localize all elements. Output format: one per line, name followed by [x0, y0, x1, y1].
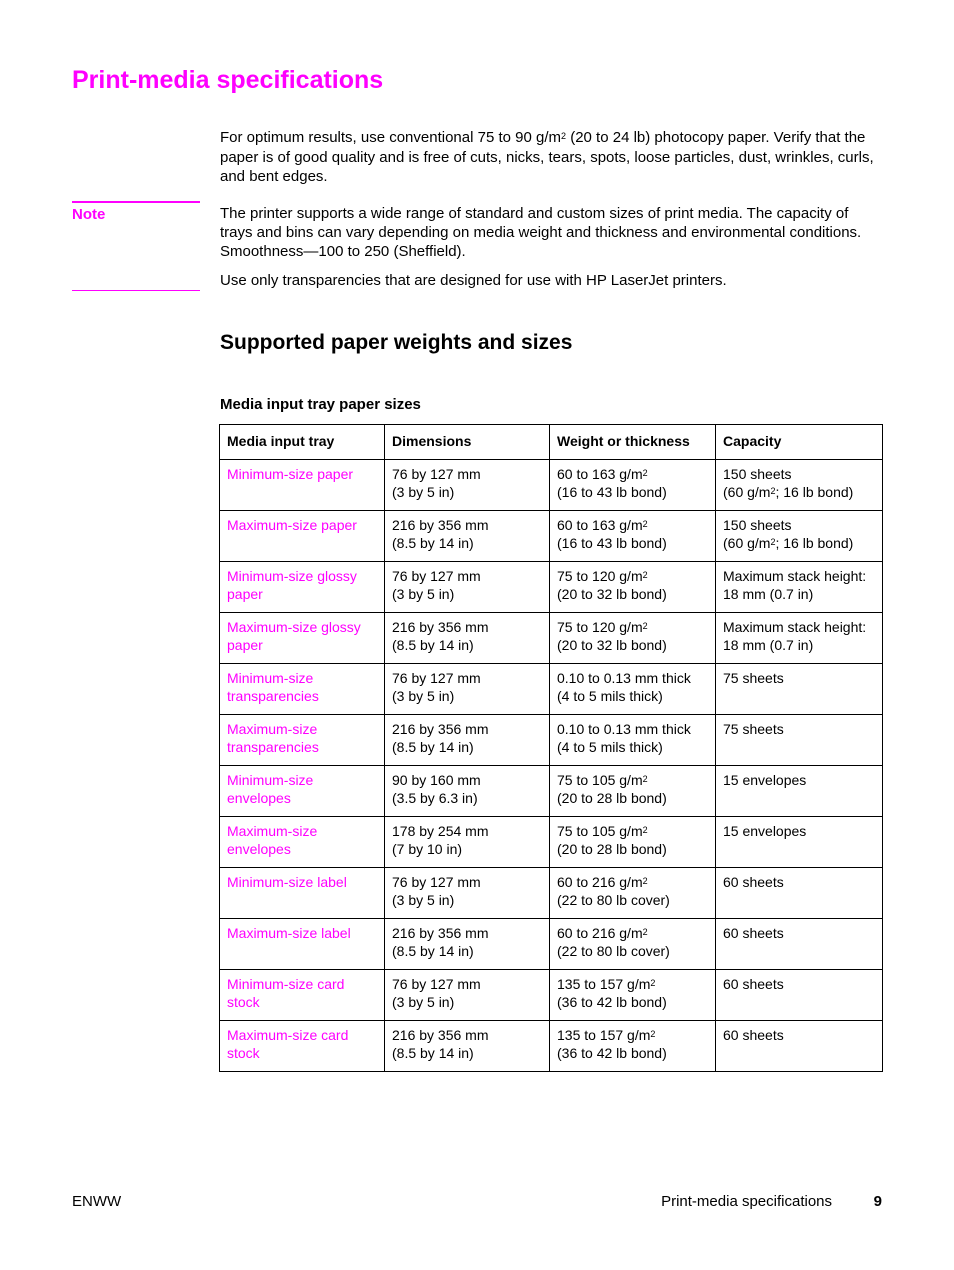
media-size-table: [219, 424, 883, 1072]
dimensions-imperial: (3 by 5 in): [392, 892, 455, 908]
cell-media-tray-link[interactable]: Minimum-size transparencies: [220, 664, 385, 715]
cell-weight: [550, 613, 716, 664]
header-dimensions: Dimensions: [385, 425, 550, 460]
weight-imperial: (20 to 28 lb bond): [557, 790, 667, 806]
weight-metric: 0.10 to 0.13 mm thick: [557, 670, 691, 686]
cell-weight: [550, 766, 716, 817]
dimensions-metric: 178 by 254 mm: [392, 823, 489, 839]
cell-dimensions: [385, 919, 550, 970]
table-row: [220, 460, 883, 511]
dimensions-metric: 76 by 127 mm: [392, 466, 481, 482]
cell-capacity: [716, 511, 883, 562]
dimensions-imperial: (8.5 by 14 in): [392, 739, 474, 755]
dimensions-imperial: (3 by 5 in): [392, 586, 455, 602]
note-paragraph-1: The printer supports a wide range of standard and custom sizes of print media. The capacity of trays and bins can vary depending on media weight and thickness and environmental conditions. Smoothness—100 to 250 (Sheffield).: [220, 205, 862, 260]
intro-superscript: 2: [561, 131, 567, 141]
cell-media-tray-link[interactable]: Minimum-size envelopes: [220, 766, 385, 817]
cell-weight: [550, 919, 716, 970]
capacity-line-2: (60 g/m: [723, 484, 771, 500]
dimensions-metric: 216 by 356 mm: [392, 925, 489, 941]
table-row: [220, 715, 883, 766]
footer-left: ENWW: [72, 1193, 122, 1210]
cell-media-tray-link[interactable]: Maximum-size transparencies: [220, 715, 385, 766]
weight-metric: 75 to 120 g/m: [557, 619, 643, 635]
table-header-row: [220, 425, 883, 460]
cell-capacity: [716, 970, 883, 1021]
weight-imperial: (16 to 43 lb bond): [557, 484, 667, 500]
dimensions-metric: 216 by 356 mm: [392, 1027, 489, 1043]
capacity-line-2: 18 mm (0.7 in): [723, 586, 814, 602]
table-row: [220, 766, 883, 817]
dimensions-metric: 216 by 356 mm: [392, 517, 489, 533]
dimensions-imperial: (8.5 by 14 in): [392, 1045, 474, 1061]
dimensions-metric: 76 by 127 mm: [392, 976, 481, 992]
weight-superscript: 2: [642, 774, 648, 784]
weight-superscript: 2: [650, 1029, 656, 1039]
weight-metric: 135 to 157 g/m: [557, 1027, 651, 1043]
cell-media-tray-link[interactable]: Maximum-size label: [220, 919, 385, 970]
dimensions-imperial: (8.5 by 14 in): [392, 535, 474, 551]
table-row: [220, 613, 883, 664]
table-row: [220, 562, 883, 613]
weight-superscript: 2: [642, 621, 648, 631]
capacity-line-1: Maximum stack height:: [723, 568, 867, 584]
cell-dimensions: [385, 613, 550, 664]
table-row: [220, 919, 883, 970]
capacity-line-1: 75 sheets: [723, 721, 784, 737]
cell-media-tray-link[interactable]: Minimum-size glossy paper: [220, 562, 385, 613]
note-paragraph-2: Use only transparencies that are designed for use with HP LaserJet printers.: [220, 272, 727, 289]
capacity-line-1: 75 sheets: [723, 670, 784, 686]
capacity-line-2-end: ; 16 lb bond): [775, 484, 854, 500]
header-capacity: Capacity: [716, 425, 883, 460]
cell-media-tray-link[interactable]: Minimum-size label: [220, 868, 385, 919]
weight-superscript: 2: [642, 876, 648, 886]
note-label: Note: [72, 206, 106, 223]
capacity-line-1: 150 sheets: [723, 517, 792, 533]
cell-weight: [550, 664, 716, 715]
table-body: [220, 460, 883, 1072]
capacity-line-1: 60 sheets: [723, 1027, 784, 1043]
capacity-line-1: 15 envelopes: [723, 772, 807, 788]
table-row: [220, 817, 883, 868]
capacity-line-2: (60 g/m: [723, 535, 771, 551]
weight-superscript: 2: [642, 570, 648, 580]
cell-capacity: [716, 919, 883, 970]
cell-media-tray-link[interactable]: Minimum-size paper: [220, 460, 385, 511]
cell-media-tray-link[interactable]: Minimum-size card stock: [220, 970, 385, 1021]
weight-superscript: 2: [650, 978, 656, 988]
capacity-line-2: 18 mm (0.7 in): [723, 637, 814, 653]
cell-dimensions: [385, 511, 550, 562]
dimensions-imperial: (7 by 10 in): [392, 841, 463, 857]
dimensions-imperial: (8.5 by 14 in): [392, 943, 474, 959]
dimensions-imperial: (3 by 5 in): [392, 994, 455, 1010]
capacity-line-1: 60 sheets: [723, 925, 784, 941]
header-weight-thickness: Weight or thickness: [550, 425, 716, 460]
capacity-line-1: 60 sheets: [723, 976, 784, 992]
cell-weight: [550, 511, 716, 562]
note-rule-bottom: [72, 290, 200, 291]
cell-capacity: [716, 817, 883, 868]
cell-dimensions: [385, 766, 550, 817]
cell-dimensions: [385, 715, 550, 766]
weight-imperial: (20 to 32 lb bond): [557, 586, 667, 602]
section-heading: Supported paper weights and sizes: [220, 331, 573, 354]
intro-text-end: (20 to 24 lb) photocopy paper. Verify that the paper is of good quality and is free of cuts, nicks, tears, spots, loose particles, dust, wrinkles, curls, and bent edges.: [220, 129, 874, 185]
table-row: [220, 868, 883, 919]
weight-metric: 75 to 105 g/m: [557, 772, 643, 788]
weight-imperial: (20 to 28 lb bond): [557, 841, 667, 857]
dimensions-metric: 76 by 127 mm: [392, 874, 481, 890]
weight-metric: 60 to 163 g/m: [557, 517, 643, 533]
cell-weight: [550, 715, 716, 766]
cell-weight: [550, 817, 716, 868]
table-row: [220, 970, 883, 1021]
cell-weight: [550, 562, 716, 613]
weight-superscript: 2: [642, 927, 648, 937]
cell-capacity: [716, 460, 883, 511]
weight-superscript: 2: [642, 468, 648, 478]
cell-media-tray-link[interactable]: Maximum-size card stock: [220, 1021, 385, 1072]
cell-weight: [550, 1021, 716, 1072]
capacity-line-1: Maximum stack height:: [723, 619, 867, 635]
cell-capacity: [716, 868, 883, 919]
weight-metric: 0.10 to 0.13 mm thick: [557, 721, 691, 737]
cell-capacity: [716, 613, 883, 664]
weight-metric: 135 to 157 g/m: [557, 976, 651, 992]
weight-metric: 60 to 163 g/m: [557, 466, 643, 482]
weight-metric: 75 to 120 g/m: [557, 568, 643, 584]
capacity-line-2-end: ; 16 lb bond): [775, 535, 854, 551]
capacity-line-1: 150 sheets: [723, 466, 792, 482]
cell-capacity: [716, 1021, 883, 1072]
cell-capacity: [716, 562, 883, 613]
cell-capacity: [716, 766, 883, 817]
weight-imperial: (20 to 32 lb bond): [557, 637, 667, 653]
capacity-superscript: 2: [770, 537, 776, 547]
footer-page-number: 9: [873, 1193, 882, 1210]
cell-dimensions: [385, 970, 550, 1021]
table-row: [220, 664, 883, 715]
dimensions-metric: 90 by 160 mm: [392, 772, 481, 788]
header-media-input-tray: Media input tray: [220, 425, 385, 460]
dimensions-metric: 76 by 127 mm: [392, 670, 481, 686]
weight-imperial: (22 to 80 lb cover): [557, 892, 670, 908]
cell-dimensions: [385, 460, 550, 511]
weight-superscript: 2: [642, 519, 648, 529]
cell-weight: [550, 460, 716, 511]
weight-imperial: (36 to 42 lb bond): [557, 994, 667, 1010]
table-heading: Media input tray paper sizes: [220, 396, 421, 413]
cell-capacity: [716, 715, 883, 766]
weight-imperial: (4 to 5 mils thick): [557, 739, 663, 755]
cell-weight: [550, 970, 716, 1021]
table-row: [220, 511, 883, 562]
intro-text-start: For optimum results, use conventional 75 to 90 g/m: [220, 129, 562, 146]
weight-metric: 60 to 216 g/m: [557, 925, 643, 941]
capacity-line-1: 60 sheets: [723, 874, 784, 890]
dimensions-imperial: (3 by 5 in): [392, 688, 455, 704]
dimensions-metric: 216 by 356 mm: [392, 721, 489, 737]
weight-metric: 75 to 105 g/m: [557, 823, 643, 839]
capacity-line-1: 15 envelopes: [723, 823, 807, 839]
weight-imperial: (16 to 43 lb bond): [557, 535, 667, 551]
cell-dimensions: [385, 1021, 550, 1072]
cell-media-tray-link[interactable]: Maximum-size glossy paper: [220, 613, 385, 664]
capacity-superscript: 2: [770, 486, 776, 496]
cell-weight: [550, 868, 716, 919]
dimensions-metric: 76 by 127 mm: [392, 568, 481, 584]
dimensions-imperial: (3 by 5 in): [392, 484, 455, 500]
weight-imperial: (36 to 42 lb bond): [557, 1045, 667, 1061]
cell-capacity: [716, 664, 883, 715]
dimensions-imperial: (8.5 by 14 in): [392, 637, 474, 653]
weight-superscript: 2: [642, 825, 648, 835]
dimensions-imperial: (3.5 by 6.3 in): [392, 790, 478, 806]
table-row: [220, 1021, 883, 1072]
weight-metric: 60 to 216 g/m: [557, 874, 643, 890]
cell-media-tray-link[interactable]: Maximum-size paper: [220, 511, 385, 562]
intro-paragraph: [220, 128, 884, 187]
cell-media-tray-link[interactable]: Maximum-size envelopes: [220, 817, 385, 868]
footer-section-title: Print-media specifications: [661, 1193, 832, 1210]
weight-imperial: (4 to 5 mils thick): [557, 688, 663, 704]
cell-dimensions: [385, 817, 550, 868]
cell-dimensions: [385, 868, 550, 919]
cell-dimensions: [385, 664, 550, 715]
weight-imperial: (22 to 80 lb cover): [557, 943, 670, 959]
page-title: Print-media specifications: [72, 66, 384, 94]
note-rule-top: [72, 201, 200, 203]
dimensions-metric: 216 by 356 mm: [392, 619, 489, 635]
cell-dimensions: [385, 562, 550, 613]
